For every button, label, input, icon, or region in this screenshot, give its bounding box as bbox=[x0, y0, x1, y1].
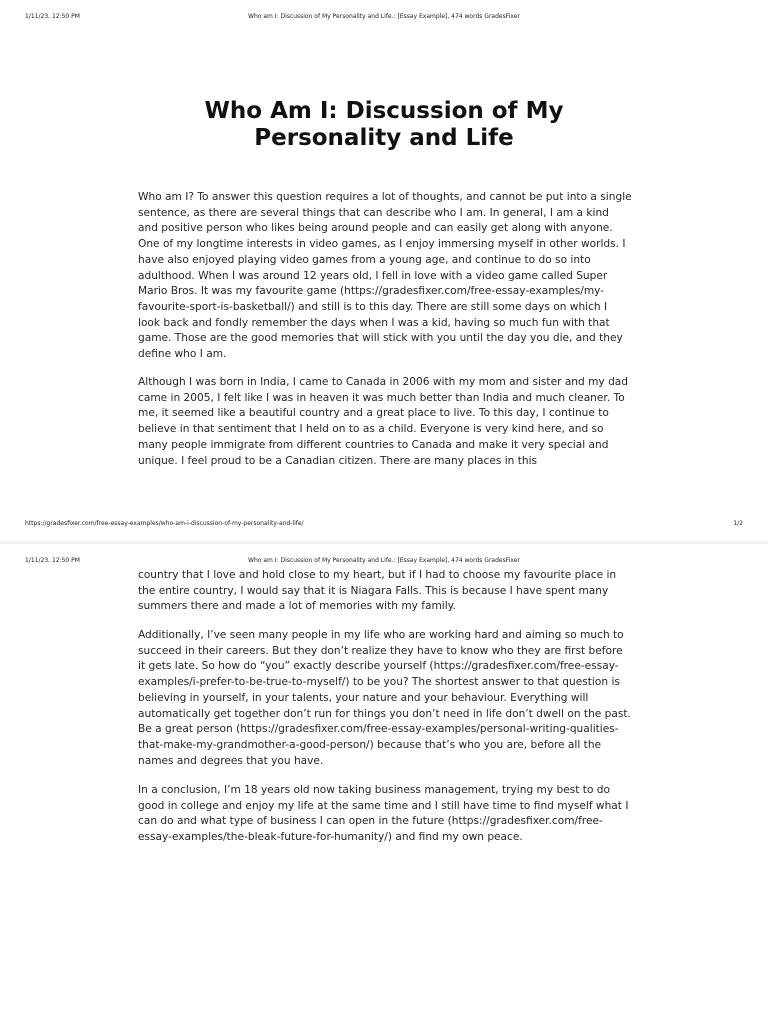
essay-paragraph-3: country that I love and hold close to my heart, but if I had to choose my favourite place in the entire country, I would say that it is Niagara Falls. This is because I have spent many summers there and made a lot of memories with my family. bbox=[138, 569, 617, 613]
essay-paragraph-1: Who am I? To answer this question requires a lot of thoughts, and cannot be put into a single sentence, as there are several things that can describe who I am. In general, I am a kind and positive person who likes being around people and can easily get along with anyone. One of my longtime interests in video games, as I enjoy immersing myself in other worlds. I have also enjoyed playing video games from a young age, and continue to do so into adulthood. When I was around 12 years old, I fell in love with a video game called Super Mario Bros. It was my favourite game (https://gradesfixer.com/free-essay-examples/my-favourite-sport-is-basketball/) and still is to this day. There are still some days on which I look back and fondly remember the days when I was a kid, having so much fun with that game. Those are the good memories that will stick with you until the day you die, and they define who I am. bbox=[138, 191, 632, 361]
essay-paragraph-2: Although I was born in India, I came to Canada in 2006 with my mom and sister and my dad came in 2005, I felt like I was in heaven it was much better than India and much cleaner. To me, it seemed like a beautiful country and a great place to live. To this day, I continue to believe in that sentiment that I held on to as a child. Everyone is very kind here, and so many people immigrate from different countries to Canada and make it very special and unique. I feel proud to be a Canadian citizen. There are many places in this bbox=[138, 376, 629, 467]
print-page-title: Who am I: Discussion of My Personality and Life.: [Essay Example], 474 words GradesFixer bbox=[248, 557, 520, 564]
pdf-page-2 bbox=[0, 544, 768, 1024]
essay-title: Who Am I: Discussion of My Personality and Life bbox=[204, 98, 564, 151]
print-timestamp: 1/11/23, 12:50 PM bbox=[25, 13, 80, 20]
essay-paragraph-4: Additionally, I’ve seen many people in my life who are working hard and aiming so much to succeed in their careers. But they don’t realize they have to know who they are first before it gets late. So how do “you” exactly describe yourself (https://gradesfixer.com/free-essay-examples/i-prefer-to-be-true-to-myself/) to be you? The shortest answer to that question is believing in yourself, in your talents, your nature and your behaviour. Everything will automatically get together don’t run for things you don’t need in life don’t dwell on the past. Be a great person (https://gradesfixer.com/free-essay-examples/personal-writing-qualities-that-make-my-grandmother-a-good-person/) because that’s who you are, before all the names and degrees that you have. bbox=[138, 629, 631, 767]
print-url[interactable]: https://gradesfixer.com/free-essay-examples/who-am-i-discussion-of-my-personality-and-life/ bbox=[25, 520, 304, 527]
print-page-number: 1/2 bbox=[733, 520, 743, 527]
print-page-title: Who am I: Discussion of My Personality and Life.: [Essay Example], 474 words GradesFixer bbox=[248, 13, 520, 20]
print-timestamp: 1/11/23, 12:50 PM bbox=[25, 557, 80, 564]
essay-paragraph-5: In a conclusion, I’m 18 years old now taking business management, trying my best to do good in college and enjoy my life at the same time and I still have time to find myself what I can do and what type of business I can open in the future (https://gradesfixer.com/free-essay-examples/the-bleak-future-for-humanity/) and find my own peace. bbox=[138, 784, 629, 844]
